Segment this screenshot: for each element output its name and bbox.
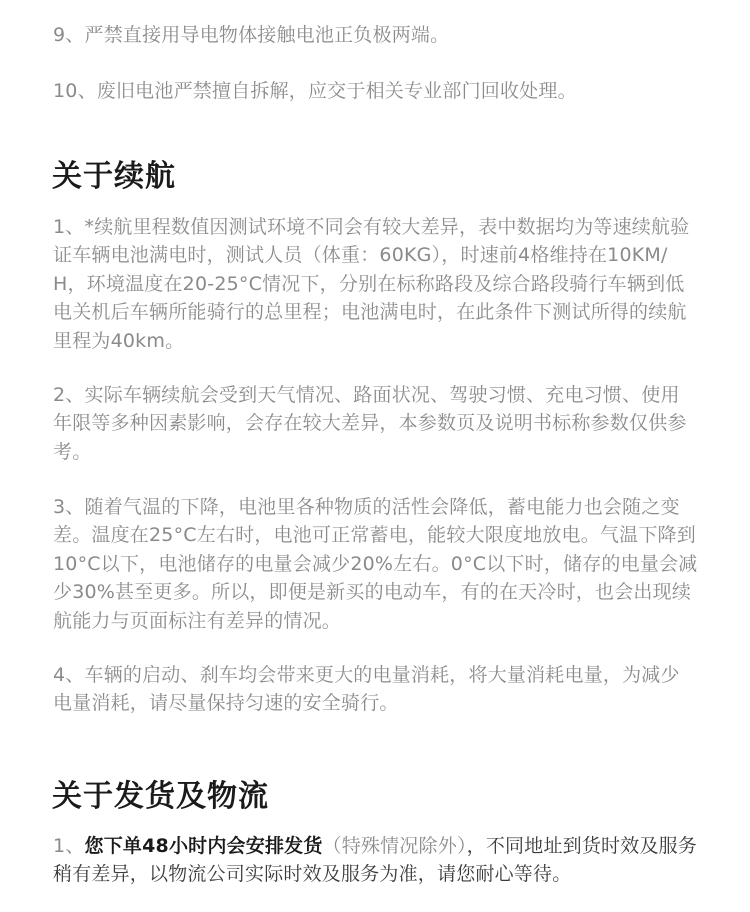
shipping-section-title: 关于发货及物流 [52, 779, 269, 814]
shipping-p1-paren: （特殊情况除外） [322, 835, 467, 857]
range-paragraph-4: 4、车辆的启动、刹车均会带来更大的电量消耗，将大量消耗电量，为减少电量消耗，请尽量保持匀速的安全骑行。 [53, 664, 680, 715]
shipping-p1-rest: ，不同地址到货时效及服务稍有差异，以物流公司实际时效及服务为准，请您耐心等待。 [53, 835, 698, 886]
shipping-p1-highlight: 您下单48小时内会安排发货 [84, 835, 323, 857]
shipping-p1-prefix: 1、 [53, 835, 85, 857]
battery-note-10: 10、废旧电池严禁擅自拆解，应交于相关专业部门回收处理。 [53, 80, 577, 102]
range-paragraph-1: 1、*续航里程数值因测试环境不同会有较大差异，表中数据均为等速续航验证车辆电池满电时，测试人员（体重：60KG），时速前4格维持在10KM/H，环境温度在20-25°C情况下，分别在标称路段及综合路段骑行车辆到低电关机后车辆所能骑行的总里程；电池满电时，在此条件下测试所得的续航里程为40km。 [53, 216, 690, 352]
range-section-title: 关于续航 [52, 159, 176, 194]
battery-note-9: 9、严禁直接用导电物体接触电池正负极两端。 [53, 24, 450, 46]
range-paragraph-2: 2、实际车辆续航会受到天气情况、路面状况、驾驶习惯、充电习惯、使用年限等多种因素影响，会存在较大差异，本参数页及说明书标称参数仅供参考。 [53, 384, 687, 463]
shipping-paragraph-1 [53, 832, 698, 889]
range-paragraph-3: 3、随着气温的下降，电池里各种物质的活性会降低，蓄电能力也会随之变差。温度在25°C左右时，电池可正常蓄电，能较大限度地放电。气温下降到10°C以下，电池储存的电量会减少20%左右。0°C以下时，储存的电量会减少30%甚至更多。所以，即便是新买的电动车，有的在天冷时，也会出现续航能力与页面标注有差异的情况。 [53, 496, 698, 632]
